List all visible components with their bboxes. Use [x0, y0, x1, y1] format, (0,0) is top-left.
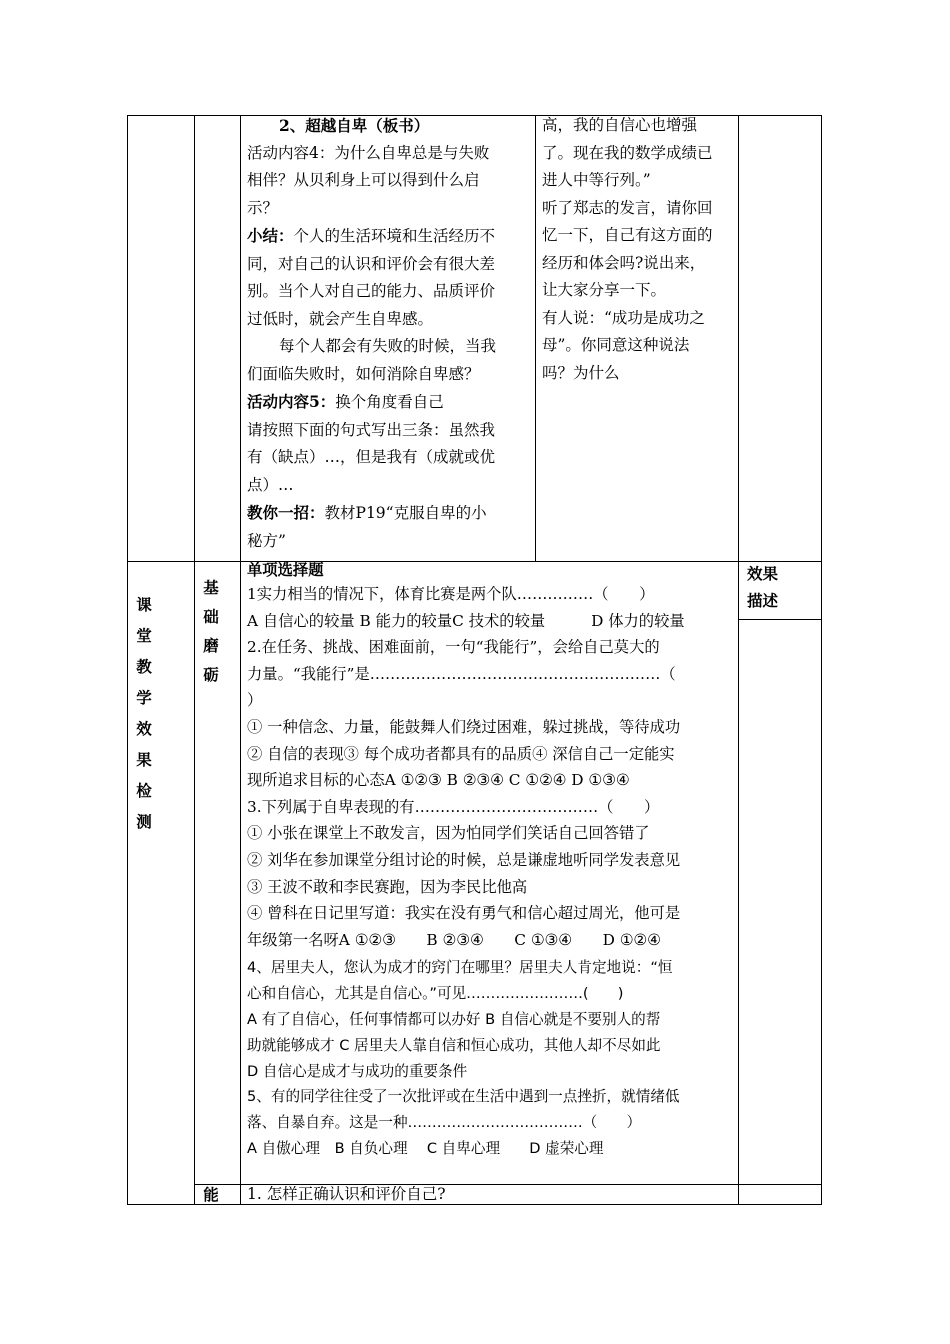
activity-line: 有人说：“成功是成功之 [542, 308, 705, 327]
column-divider-3 [535, 115, 536, 562]
section-label-char: 果 [136, 750, 152, 769]
quiz-title: 单项选择题 [247, 561, 324, 579]
summary-text: 个人的生活环境和生活经历不 [293, 227, 496, 245]
quiz-line: 4、居里夫人，您认为成才的窍门在哪里？居里夫人肯定地说：“恒 [247, 959, 673, 977]
activity-line: 听了郑志的发言，请你回 [542, 198, 713, 217]
quiz-line: 1实力相当的情况下，体育比赛是两个队……………（ ） [247, 585, 655, 603]
quiz-line: A 自信心的较量 B 能力的较量C 技术的较量 D 体力的较量 [247, 611, 685, 630]
sub-label-char: 磨 [203, 636, 219, 655]
sub-label-basic [201, 573, 221, 689]
section-label-char: 课 [136, 595, 152, 614]
quiz-line: 落、自暴自弃。这是一种………………………………（ ） [247, 1114, 642, 1132]
sub-label-char: 础 [203, 607, 219, 626]
table-bottom-border [127, 1204, 822, 1205]
quiz-line: 力量。“我能行”是…………………………………………………（ [247, 664, 676, 683]
quiz-line: ② 自信的表现③ 每个成功者都具有的品质④ 深信自己一定能实 [247, 744, 675, 763]
quiz-line: A 自傲心理 B 自负心理 C 自卑心理 D 虚荣心理 [247, 1139, 604, 1157]
quiz-block [247, 559, 731, 1162]
quiz-line: ） [247, 691, 263, 710]
paragraph-line: 们面临失败时，如何消除自卑感？ [247, 364, 480, 383]
tip-first-line [247, 499, 532, 528]
column-divider-4 [738, 115, 739, 1205]
student-activity-cell [542, 112, 734, 387]
activity-line: 吗？为什么 [542, 363, 620, 382]
column-divider-2 [240, 115, 241, 1205]
section-label-char: 效 [136, 719, 152, 738]
bottom-question [247, 1182, 446, 1206]
quiz-sans-block [247, 955, 731, 1161]
table-right-border [821, 115, 822, 1205]
section-label-char: 测 [136, 812, 152, 831]
quiz-line: ③ 王波不敢和李民赛跑，因为李民比他高 [247, 877, 528, 896]
quiz-line: 现所追求目标的心态A ①②③ B ②③④ C ①②④ D ①③④ [247, 771, 630, 790]
activity5-heading [247, 388, 532, 417]
sub-label-ability [201, 1183, 221, 1207]
section-label-char: 堂 [136, 626, 152, 645]
paragraph-line: 每个人都会有失败的时候，当我 [279, 337, 497, 355]
effect-header-divider [738, 619, 822, 620]
summary-first-line [247, 222, 532, 251]
quiz-line: ② 刘华在参加课堂分组讨论的时候，总是谦虚地听同学发表意见 [247, 850, 681, 869]
question-text: 1. 怎样正确认识和评价自己? [247, 1185, 446, 1203]
table-left-border [127, 115, 128, 1205]
activity4-line: 示？ [247, 198, 279, 217]
activity-line: 忆一下，自己有这方面的 [542, 226, 713, 244]
activity-line: 母”。你同意这种说法 [542, 336, 690, 354]
effect-description-header [747, 560, 778, 614]
activity-line: 了。现在我的数学成绩已 [542, 143, 713, 162]
summary-line: 同，对自己的认识和评价会有很大差 [247, 254, 496, 273]
effect-label-line: 描述 [747, 591, 779, 610]
quiz-line: ① 一种信念、力量，能鼓舞人们绕过困难，躲过挑战，等待成功 [247, 717, 681, 736]
quiz-line: D 自信心是成才与成功的重要条件 [247, 1062, 468, 1080]
summary-line: 过低时，就会产生自卑感。 [247, 309, 434, 328]
activity5-line: 请按照下面的句式写出三条：虽然我 [247, 420, 496, 439]
tip-line: 秘方” [247, 531, 286, 550]
section-label-char: 教 [136, 657, 152, 676]
section-label-char: 检 [136, 781, 152, 800]
activity5-text: 换个角度看自己 [335, 393, 444, 411]
activity5-line: 点）… [247, 475, 294, 494]
summary-label: 小结： [247, 226, 294, 245]
quiz-line: ① 小张在课堂上不敢发言，因为怕同学们笑话自己回答错了 [247, 824, 650, 843]
quiz-line: 助就能够成才 C 居里夫人靠自信和恒心成功，其他人却不尽如此 [247, 1036, 661, 1054]
sub-label-char: 基 [203, 578, 219, 597]
activity5-label: 活动内容5： [247, 392, 336, 411]
column-divider-1 [194, 115, 195, 1205]
summary-line: 别。当个人对自己的能力、品质评价 [247, 282, 496, 300]
tip-label: 教你一招： [247, 503, 325, 522]
quiz-line: ④ 曾科在日记里写道：我实在没有勇气和信心超过周光，他可是 [247, 904, 681, 923]
activity5-line: 有（缺点）…，但是我有（成就或优 [247, 448, 496, 466]
quiz-line: A 有了自信心，任何事情都可以办好 B 自信心就是不要别人的帮 [247, 1010, 661, 1028]
sub-label-char: 砺 [203, 665, 219, 684]
activity4-line: 活动内容4：为什么自卑总是与失败 [247, 143, 490, 162]
quiz-line: 心和自信心，尤其是自信心。”可见……………………( ) [247, 985, 624, 1003]
teaching-content-cell [247, 112, 532, 555]
section-label [134, 589, 154, 837]
quiz-line: 2.在任务、挑战、困难面前，一句“我能行”，会给自己莫大的 [247, 638, 660, 657]
activity-line: 进人中等行列。” [542, 171, 651, 189]
quiz-line: 年级第一名呀A ①②③ B ②③④ C ①③④ D ①②④ [247, 930, 661, 949]
tip-text: 教材P19“克服自卑的小 [324, 504, 487, 522]
activity-line: 让大家分享一下。 [542, 281, 667, 299]
effect-label-line: 效果 [747, 564, 779, 583]
sub-label-char: 能 [203, 1185, 219, 1204]
quiz-line: 5、有的同学往往受了一次批评或在生活中遇到一点挫折，就情绪低 [247, 1088, 680, 1106]
section-heading: 2、超越自卑（板书） [279, 116, 430, 135]
quiz-line: 3.下列属于自卑表现的有………………………………（ ） [247, 797, 660, 816]
activity-line: 经历和体会吗?说出来， [542, 253, 706, 272]
activity-line: 高，我的自信心也增强 [542, 116, 698, 134]
activity4-line: 相伴？从贝利身上可以得到什么启 [247, 171, 480, 189]
section-label-char: 学 [136, 688, 152, 707]
